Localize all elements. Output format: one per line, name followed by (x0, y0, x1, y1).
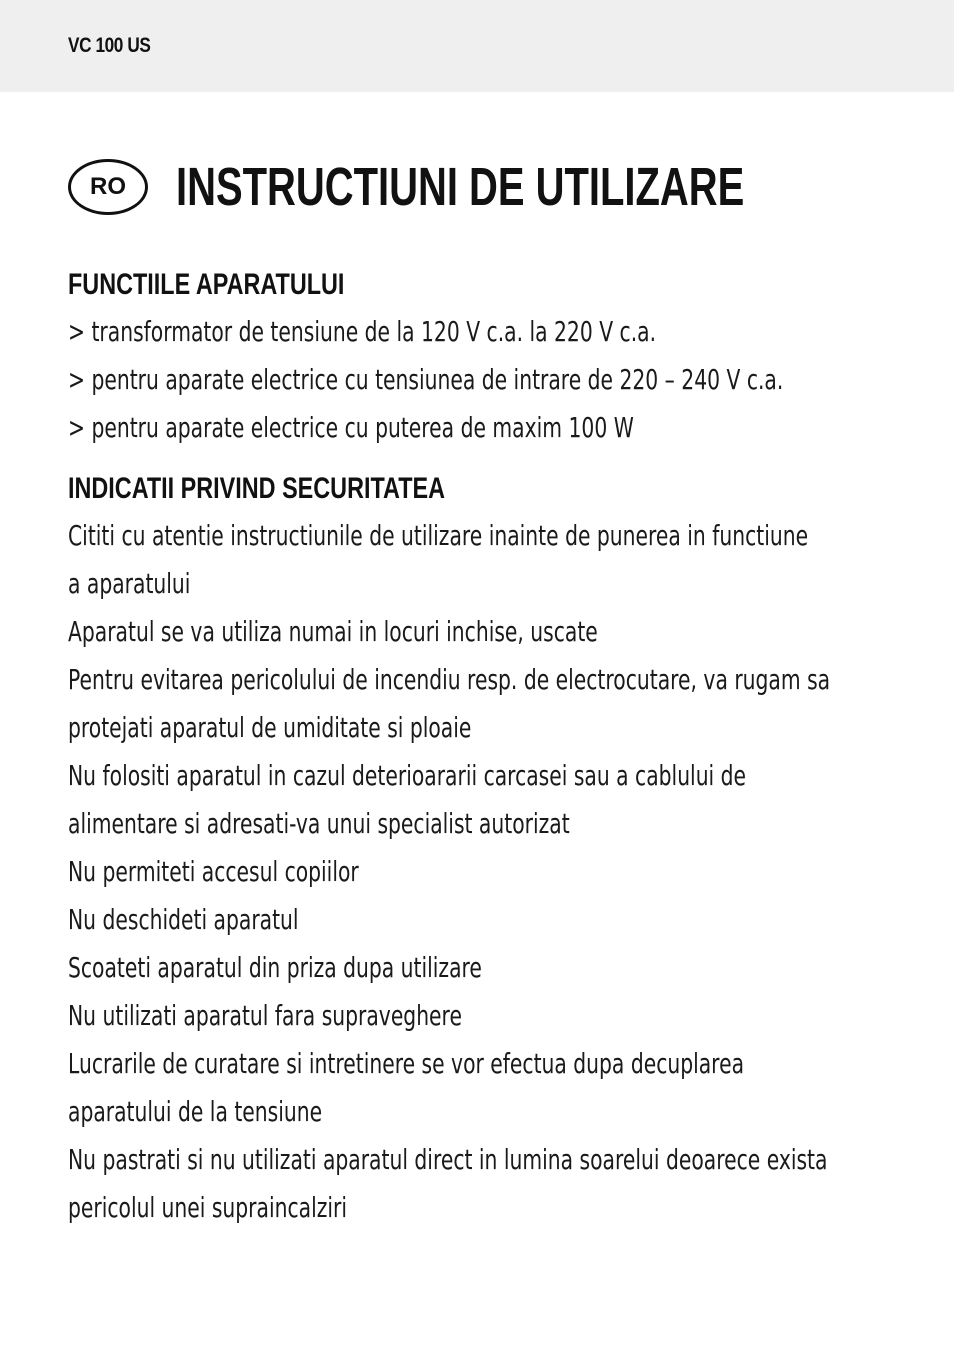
list-item: > transformator de tensiune de la 120 V c.a. la 220 V c.a. (68, 315, 657, 348)
functions-list (68, 308, 888, 452)
title-row (68, 152, 944, 222)
text-line: Nu deschideti aparatul (68, 903, 299, 936)
safety-heading: INDICATII PRIVIND SECURITATEA (68, 472, 446, 505)
text-line: pericolul unei supraincalziri (68, 1191, 348, 1224)
text-line: Nu permiteti accesul copiilor (68, 855, 359, 888)
document-body (68, 262, 888, 1232)
text-line: Nu utilizati aparatul fara supraveghere (68, 999, 462, 1032)
safety-text (68, 512, 888, 1232)
functions-heading: FUNCTIILE APARATULUI (68, 268, 345, 301)
text-line: Pentru evitarea pericolului de incendiu resp. de electrocutare, va rugam sa (68, 663, 831, 696)
text-line: alimentare si adresati-va unui specialist autorizat (68, 807, 570, 840)
list-item: > pentru aparate electrice cu tensiunea de intrare de 220 – 240 V c.a. (68, 363, 784, 396)
text-line: Scoateti aparatul din priza dupa utilizare (68, 951, 482, 984)
text-line: aparatului de la tensiune (68, 1095, 323, 1128)
text-line: Lucrarile de curatare si intretinere se vor efectua dupa decuplarea (68, 1047, 745, 1080)
header-band (0, 0, 954, 92)
model-code: VC 100 US (68, 34, 151, 57)
page-title: INSTRUCTIUNI DE UTILIZARE (176, 157, 745, 217)
text-line: protejati aparatul de umiditate si ploaie (68, 711, 472, 744)
language-badge: RO (68, 159, 148, 215)
text-line: Aparatul se va utiliza numai in locuri inchise, uscate (68, 615, 598, 648)
text-line: Nu folositi aparatul in cazul deterioararii carcasei sau a cablului de (68, 759, 747, 792)
list-item: > pentru aparate electrice cu puterea de maxim 100 W (68, 411, 634, 444)
text-line: a aparatului (68, 567, 191, 600)
text-line: Cititi cu atentie instructiunile de utilizare inainte de punerea in functiune (68, 519, 809, 552)
text-line: Nu pastrati si nu utilizati aparatul direct in lumina soarelui deoarece exista (68, 1143, 828, 1176)
